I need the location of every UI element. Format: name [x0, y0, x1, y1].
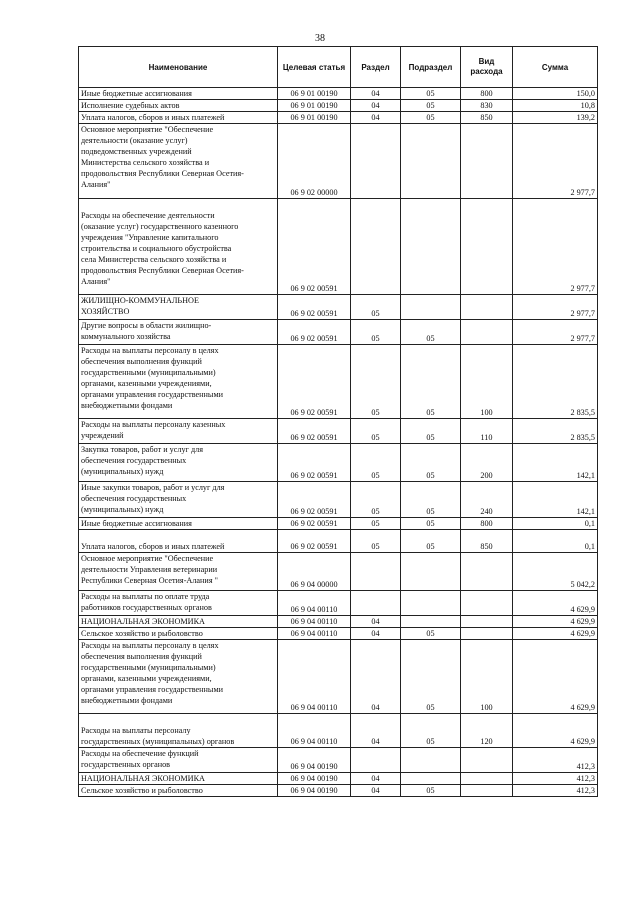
row-section-cell: [351, 591, 401, 616]
row-target-cell: 06 9 02 00591: [278, 518, 351, 530]
row-amount-cell: 412,3: [513, 773, 598, 785]
row-section-cell: 04: [351, 640, 401, 714]
row-target-cell: 06 9 04 00000: [278, 553, 351, 591]
row-subsection-cell: [401, 616, 461, 628]
row-name-cell: Основное мероприятие "Обеспечение деятельности (оказание услуг) подведомственных учреждений Министерства сельского хозяйства и продовольствия Республики Северная Осетия- Алания": [79, 124, 278, 199]
table-row: [79, 100, 598, 112]
table-row: [79, 482, 598, 518]
table-row: [79, 785, 598, 797]
row-section-cell: 04: [351, 773, 401, 785]
header-expense-type: Вид расхода: [461, 47, 513, 88]
row-name-cell: Другие вопросы в области жилищно- коммунального хозяйства: [79, 320, 278, 345]
row-target-cell: 06 9 04 00110: [278, 640, 351, 714]
row-subsection-cell: 05: [401, 518, 461, 530]
row-expense-type-cell: [461, 295, 513, 320]
row-target-cell: 06 9 04 00190: [278, 785, 351, 797]
row-section-cell: [351, 748, 401, 773]
row-subsection-cell: 05: [401, 100, 461, 112]
row-name-cell: Исполнение судебных актов: [79, 100, 278, 112]
row-target-cell: 06 9 04 00110: [278, 628, 351, 640]
row-name-cell: Основное мероприятие "Обеспечение деятельности Управления ветеринарии Республики Северная Осетия-Алания ": [79, 553, 278, 591]
row-expense-type-cell: [461, 773, 513, 785]
table-row: [79, 628, 598, 640]
row-subsection-cell: 05: [401, 530, 461, 553]
row-target-cell: 06 9 02 00591: [278, 444, 351, 482]
row-target-cell: 06 9 02 00591: [278, 345, 351, 419]
row-amount-cell: 2 835,5: [513, 419, 598, 444]
table-row: [79, 748, 598, 773]
row-amount-cell: 2 977,7: [513, 295, 598, 320]
header-row: [79, 47, 598, 88]
row-amount-cell: 4 629,9: [513, 628, 598, 640]
row-subsection-cell: 05: [401, 785, 461, 797]
header-name: Наименование: [79, 47, 278, 88]
row-section-cell: [351, 124, 401, 199]
row-name-cell: Иные бюджетные ассигнования: [79, 88, 278, 100]
row-amount-cell: 150,0: [513, 88, 598, 100]
header-amount: Сумма: [513, 47, 598, 88]
row-subsection-cell: 05: [401, 482, 461, 518]
table-row: [79, 345, 598, 419]
row-target-cell: 06 9 04 00110: [278, 591, 351, 616]
row-subsection-cell: [401, 591, 461, 616]
row-name-cell: Иные закупки товаров, работ и услуг для обеспечения государственных (муниципальных) нужд: [79, 482, 278, 518]
row-amount-cell: 412,3: [513, 748, 598, 773]
row-amount-cell: 2 977,7: [513, 199, 598, 295]
row-expense-type-cell: [461, 591, 513, 616]
row-target-cell: 06 9 02 00591: [278, 199, 351, 295]
row-subsection-cell: 05: [401, 112, 461, 124]
row-name-cell: Расходы на обеспечение деятельности (оказание услуг) государственного казенного учреждения "Управление капитального строительства и социального обустройства села Министерства сельского хозяйства и продовольствия Республики Северная Осетия- Алания": [79, 199, 278, 295]
row-subsection-cell: 05: [401, 640, 461, 714]
row-expense-type-cell: [461, 124, 513, 199]
row-section-cell: 05: [351, 345, 401, 419]
row-subsection-cell: [401, 773, 461, 785]
row-subsection-cell: [401, 553, 461, 591]
row-expense-type-cell: 100: [461, 345, 513, 419]
row-name-cell: Расходы на выплаты персоналу в целях обеспечения выполнения функций государственными (муниципальными) органами, казенными учреждениями, органами управления государственными внебюджетными фондами: [79, 640, 278, 714]
row-section-cell: 05: [351, 518, 401, 530]
header-subsection: Подраздел: [401, 47, 461, 88]
row-target-cell: 06 9 04 00110: [278, 616, 351, 628]
row-name-cell: Расходы на выплаты персоналу казенных учреждений: [79, 419, 278, 444]
row-name-cell: Иные бюджетные ассигнования: [79, 518, 278, 530]
row-target-cell: 06 9 02 00591: [278, 530, 351, 553]
table-row: [79, 530, 598, 553]
row-section-cell: 04: [351, 88, 401, 100]
table-row: [79, 518, 598, 530]
row-subsection-cell: 05: [401, 444, 461, 482]
row-target-cell: 06 9 01 00190: [278, 88, 351, 100]
table-row: [79, 640, 598, 714]
table-row: [79, 320, 598, 345]
row-name-cell: Закупка товаров, работ и услуг для обеспечения государственных (муниципальных) нужд: [79, 444, 278, 482]
row-section-cell: 05: [351, 444, 401, 482]
row-section-cell: 04: [351, 785, 401, 797]
row-expense-type-cell: 850: [461, 112, 513, 124]
row-section-cell: [351, 199, 401, 295]
row-amount-cell: 4 629,9: [513, 616, 598, 628]
row-subsection-cell: [401, 124, 461, 199]
row-name-cell: Уплата налогов, сборов и иных платежей: [79, 112, 278, 124]
row-subsection-cell: [401, 748, 461, 773]
row-name-cell: Сельское хозяйство и рыболовство: [79, 785, 278, 797]
row-target-cell: 06 9 02 00591: [278, 295, 351, 320]
row-name-cell: Сельское хозяйство и рыболовство: [79, 628, 278, 640]
row-expense-type-cell: 240: [461, 482, 513, 518]
row-name-cell: НАЦИОНАЛЬНАЯ ЭКОНОМИКА: [79, 616, 278, 628]
row-target-cell: 06 9 02 00591: [278, 482, 351, 518]
row-subsection-cell: 05: [401, 628, 461, 640]
row-expense-type-cell: 800: [461, 518, 513, 530]
row-name-cell: Расходы на выплаты персоналу государственных (муниципальных) органов: [79, 714, 278, 748]
table-body: [79, 88, 598, 797]
row-target-cell: 06 9 04 00190: [278, 748, 351, 773]
table-row: [79, 714, 598, 748]
header-section: Раздел: [351, 47, 401, 88]
row-amount-cell: 5 042,2: [513, 553, 598, 591]
table-row: [79, 295, 598, 320]
page-number: 38: [315, 33, 325, 44]
row-expense-type-cell: [461, 320, 513, 345]
header-target-article: Целевая статья: [278, 47, 351, 88]
row-amount-cell: 0,1: [513, 518, 598, 530]
row-expense-type-cell: 100: [461, 640, 513, 714]
row-amount-cell: 142,1: [513, 444, 598, 482]
row-expense-type-cell: [461, 748, 513, 773]
row-name-cell: Расходы на выплаты по оплате труда работников государственных органов: [79, 591, 278, 616]
row-expense-type-cell: [461, 199, 513, 295]
row-amount-cell: 2 977,7: [513, 320, 598, 345]
row-subsection-cell: 05: [401, 419, 461, 444]
row-section-cell: 04: [351, 628, 401, 640]
row-amount-cell: 4 629,9: [513, 640, 598, 714]
row-expense-type-cell: 800: [461, 88, 513, 100]
row-target-cell: 06 9 04 00110: [278, 714, 351, 748]
row-subsection-cell: 05: [401, 320, 461, 345]
row-expense-type-cell: 830: [461, 100, 513, 112]
table-row: [79, 553, 598, 591]
row-name-cell: ЖИЛИЩНО-КОММУНАЛЬНОЕ ХОЗЯЙСТВО: [79, 295, 278, 320]
table-row: [79, 124, 598, 199]
row-subsection-cell: [401, 199, 461, 295]
row-target-cell: 06 9 02 00591: [278, 419, 351, 444]
row-amount-cell: 10,8: [513, 100, 598, 112]
row-amount-cell: 4 629,9: [513, 714, 598, 748]
row-amount-cell: 142,1: [513, 482, 598, 518]
row-target-cell: 06 9 02 00000: [278, 124, 351, 199]
row-section-cell: 05: [351, 320, 401, 345]
table-row: [79, 591, 598, 616]
row-target-cell: 06 9 04 00190: [278, 773, 351, 785]
row-expense-type-cell: [461, 628, 513, 640]
row-expense-type-cell: 110: [461, 419, 513, 444]
row-section-cell: 04: [351, 100, 401, 112]
row-name-cell: Уплата налогов, сборов и иных платежей: [79, 530, 278, 553]
row-name-cell: Расходы на выплаты персоналу в целях обеспечения выполнения функций государственными (муниципальными) органами, казенными учреждениями, органами управления государственными внебюджетными фондами: [79, 345, 278, 419]
table-row: [79, 444, 598, 482]
row-expense-type-cell: 200: [461, 444, 513, 482]
row-section-cell: 05: [351, 482, 401, 518]
row-target-cell: 06 9 01 00190: [278, 100, 351, 112]
table-row: [79, 112, 598, 124]
row-section-cell: 05: [351, 295, 401, 320]
row-amount-cell: 2 977,7: [513, 124, 598, 199]
table-row: [79, 773, 598, 785]
row-section-cell: 04: [351, 616, 401, 628]
row-subsection-cell: 05: [401, 345, 461, 419]
row-amount-cell: 139,2: [513, 112, 598, 124]
row-target-cell: 06 9 02 00591: [278, 320, 351, 345]
table-row: [79, 616, 598, 628]
row-section-cell: 04: [351, 112, 401, 124]
row-expense-type-cell: 850: [461, 530, 513, 553]
row-name-cell: Расходы на обеспечение функций государственных органов: [79, 748, 278, 773]
row-amount-cell: 4 629,9: [513, 591, 598, 616]
row-section-cell: 05: [351, 419, 401, 444]
row-expense-type-cell: 120: [461, 714, 513, 748]
row-subsection-cell: [401, 295, 461, 320]
row-section-cell: [351, 553, 401, 591]
row-amount-cell: 412,3: [513, 785, 598, 797]
row-expense-type-cell: [461, 616, 513, 628]
table-row: [79, 419, 598, 444]
row-section-cell: 04: [351, 714, 401, 748]
row-expense-type-cell: [461, 553, 513, 591]
row-target-cell: 06 9 01 00190: [278, 112, 351, 124]
table-row: [79, 199, 598, 295]
table-row: [79, 88, 598, 100]
row-subsection-cell: 05: [401, 714, 461, 748]
row-section-cell: 05: [351, 530, 401, 553]
row-subsection-cell: 05: [401, 88, 461, 100]
row-amount-cell: 2 835,5: [513, 345, 598, 419]
row-expense-type-cell: [461, 785, 513, 797]
row-amount-cell: 0,1: [513, 530, 598, 553]
budget-table: [78, 46, 598, 797]
row-name-cell: НАЦИОНАЛЬНАЯ ЭКОНОМИКА: [79, 773, 278, 785]
